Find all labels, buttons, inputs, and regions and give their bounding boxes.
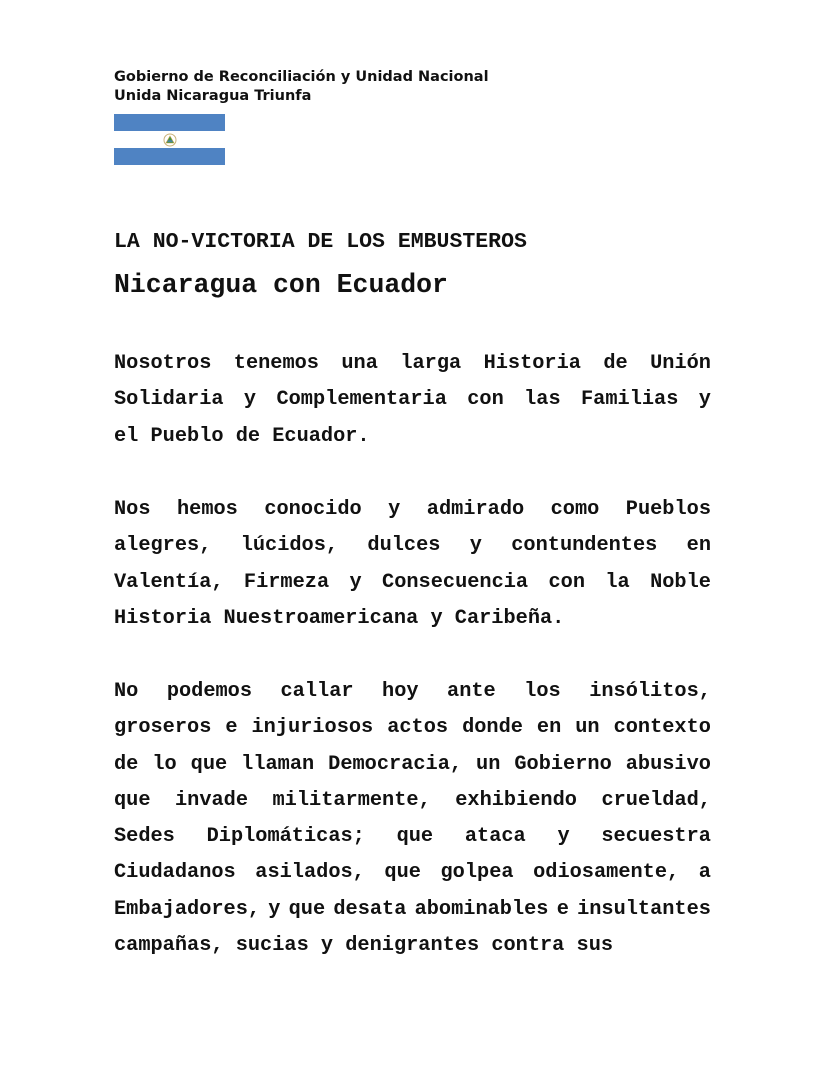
- paragraph-line: [114, 819, 711, 855]
- flag-stripe-middle: [114, 131, 225, 148]
- word: lúcidos,: [240, 534, 339, 558]
- letterhead: [114, 68, 489, 106]
- flag-stripe-top: [114, 114, 225, 131]
- word: podemos: [166, 680, 253, 703]
- word: con: [467, 388, 504, 412]
- word: que: [190, 752, 228, 776]
- word: Gobierno: [514, 752, 612, 776]
- word: y: [430, 606, 443, 630]
- document-subtitle: Nicaragua con Ecuador: [114, 270, 448, 300]
- word: actos: [387, 716, 449, 740]
- word: los: [524, 680, 561, 703]
- word: Pueblo: [150, 424, 224, 448]
- word: e: [225, 716, 238, 740]
- line-text: [114, 747, 711, 783]
- line-text: [114, 382, 711, 418]
- word: lo: [152, 752, 177, 776]
- word: abominables: [414, 897, 549, 921]
- word: No: [114, 680, 139, 703]
- word: y: [243, 388, 257, 412]
- paragraph-line: [114, 528, 711, 564]
- word: Consecuencia: [382, 570, 529, 594]
- word: y: [320, 934, 334, 958]
- word: asilados,: [255, 861, 365, 885]
- word: que: [114, 788, 151, 812]
- word: las: [524, 388, 561, 412]
- word: Diplomáticas;: [206, 825, 365, 849]
- word: una: [341, 352, 378, 375]
- word: Valentía,: [114, 570, 224, 594]
- word: callar: [280, 680, 354, 703]
- word: y: [469, 534, 482, 558]
- word: Solidaria: [114, 388, 224, 412]
- word: contra: [491, 934, 565, 958]
- word: Complementaria: [276, 388, 447, 412]
- line-text: [114, 674, 711, 710]
- word: admirado: [426, 498, 525, 521]
- word: groseros: [114, 716, 212, 740]
- word: con: [548, 570, 585, 594]
- coat-of-arms-icon: [163, 133, 177, 147]
- word: Nuestroamericana: [223, 606, 419, 630]
- paragraph-line: [114, 419, 711, 455]
- word: y: [388, 498, 401, 521]
- paragraph-line: [114, 674, 711, 710]
- word: Noble: [650, 570, 711, 594]
- word: insólitos,: [589, 680, 711, 703]
- word: golpea: [440, 861, 514, 885]
- word: Nos: [114, 498, 151, 521]
- paragraph-1: [114, 346, 711, 455]
- word: el: [114, 424, 139, 448]
- line-text: [114, 892, 711, 928]
- word: abusivo: [625, 752, 711, 776]
- word: militarmente,: [272, 788, 431, 812]
- paragraph-line: [114, 928, 711, 964]
- word: injuriosos: [251, 716, 374, 740]
- word: Caribeña.: [454, 606, 565, 630]
- paragraph-line: [114, 382, 711, 418]
- line-text: [114, 565, 711, 601]
- line-text: [114, 419, 711, 455]
- word: crueldad,: [601, 788, 711, 812]
- word: tenemos: [233, 352, 319, 375]
- line-text: [114, 601, 711, 637]
- word: contexto: [613, 716, 711, 740]
- word: hoy: [382, 680, 419, 703]
- line-text: [114, 855, 711, 891]
- word: sucias: [235, 934, 309, 958]
- word: un: [476, 752, 501, 776]
- word: un: [575, 716, 600, 740]
- nicaragua-flag-icon: [114, 114, 225, 165]
- word: ataca: [464, 825, 526, 849]
- paragraph-line: [114, 892, 711, 928]
- word: sus: [576, 934, 614, 958]
- line-text: [114, 528, 711, 564]
- line-text: [114, 346, 711, 382]
- word: que: [288, 897, 326, 921]
- word: Ecuador.: [272, 424, 370, 448]
- word: Historia: [483, 352, 581, 375]
- word: Democracia,: [328, 752, 463, 776]
- word: e: [556, 897, 569, 921]
- word: denigrantes: [345, 934, 480, 958]
- word: de: [114, 752, 139, 776]
- flag-stripe-bottom: [114, 148, 225, 165]
- word: insultantes: [577, 897, 711, 921]
- letterhead-slogan: Unida Nicaragua Triunfa: [114, 88, 312, 104]
- word: Nosotros: [114, 352, 212, 375]
- word: larga: [400, 352, 462, 375]
- word: Pueblos: [625, 498, 711, 521]
- word: alegres,: [114, 534, 212, 558]
- word: en: [536, 716, 562, 740]
- word: y: [349, 570, 362, 594]
- word: hemos: [176, 498, 238, 521]
- word: llaman: [241, 752, 315, 776]
- word: que: [384, 861, 421, 885]
- word: Firmeza: [243, 570, 330, 594]
- line-text: [114, 783, 711, 819]
- word: donde: [462, 716, 523, 740]
- word: exhibiendo: [455, 788, 577, 812]
- paragraph-line: [114, 855, 711, 891]
- paragraph-line: [114, 601, 711, 637]
- word: Ciudadanos: [114, 861, 236, 885]
- word: Historia: [114, 606, 212, 630]
- letterhead-government-name: Gobierno de Reconciliación y Unidad Nacional: [114, 69, 489, 85]
- word: la: [605, 570, 630, 594]
- word: odiosamente,: [533, 861, 680, 885]
- word: y: [698, 388, 711, 412]
- paragraph-2: [114, 492, 711, 637]
- paragraph-line: [114, 783, 711, 819]
- word: de: [603, 352, 628, 375]
- word: y: [557, 825, 570, 849]
- word: a: [698, 861, 711, 885]
- line-text: [114, 492, 711, 528]
- word: dulces: [367, 534, 441, 558]
- line-text: [114, 819, 711, 855]
- word: como: [550, 498, 600, 521]
- paragraph-line: [114, 565, 711, 601]
- paragraph-line: [114, 710, 711, 746]
- word: campañas,: [114, 934, 224, 958]
- word: conocido: [264, 498, 362, 521]
- line-text: [114, 928, 711, 964]
- paragraph-line: [114, 346, 711, 382]
- document-title: LA NO-VICTORIA DE LOS EMBUSTEROS: [114, 230, 527, 254]
- word: desata: [333, 897, 407, 921]
- word: que: [396, 825, 434, 849]
- word: contundentes: [511, 534, 658, 558]
- word: en: [686, 534, 711, 558]
- word: invade: [175, 788, 249, 812]
- word: Familias: [581, 388, 679, 412]
- word: Embajadores,: [114, 897, 261, 921]
- word: Unión: [650, 352, 711, 375]
- paragraph-line: [114, 492, 711, 528]
- word: y: [268, 897, 281, 921]
- word: ante: [447, 680, 496, 703]
- word: de: [235, 424, 261, 448]
- line-text: [114, 710, 711, 746]
- paragraph-3: [114, 674, 711, 964]
- word: Sedes: [114, 825, 175, 849]
- word: secuestra: [601, 825, 711, 849]
- paragraph-line: [114, 747, 711, 783]
